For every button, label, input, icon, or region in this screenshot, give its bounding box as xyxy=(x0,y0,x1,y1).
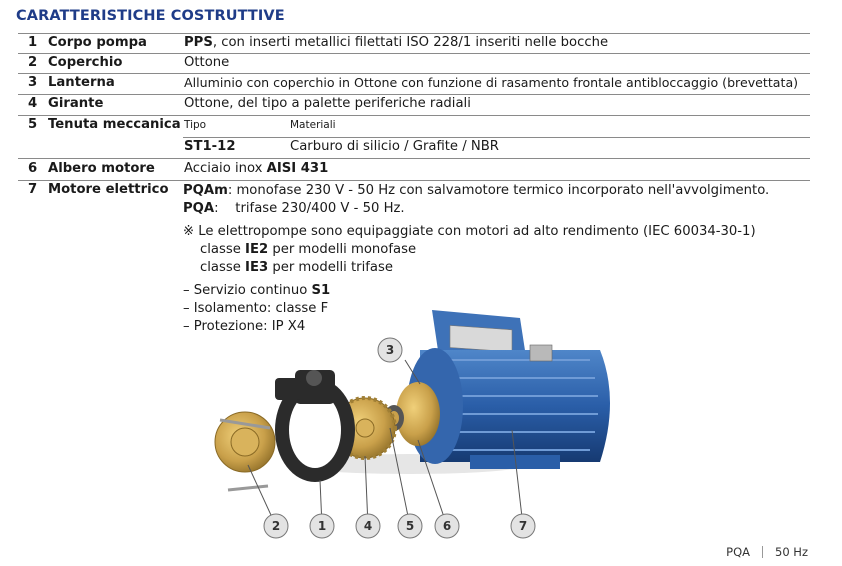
footer-separator xyxy=(762,546,763,558)
callout-1 xyxy=(310,514,334,538)
callout-6 xyxy=(435,514,459,538)
footer-model: PQA xyxy=(726,545,751,559)
callout-5 xyxy=(398,514,422,538)
table-rule xyxy=(18,73,810,74)
row-number: 4 xyxy=(28,96,38,111)
efficiency-note: ※ Le elettropompe sono equipaggiate con motori ad alto rendimento (IEC 60034-30-1) xyxy=(183,224,756,239)
table-rule xyxy=(18,33,810,34)
svg-text:4: 4 xyxy=(363,519,373,533)
table-rule xyxy=(18,158,810,159)
footer-frequency: 50 Hz xyxy=(775,545,808,559)
row-label: Coperchio xyxy=(48,55,123,70)
table-rule xyxy=(18,180,810,181)
motor-line-single-phase: PQAm: monofase 230 V - 50 Hz con salvamotore termico incorporato nell'avvolgimento. xyxy=(183,183,770,198)
pump-body xyxy=(275,370,355,482)
page-footer xyxy=(726,545,808,559)
row-number: 2 xyxy=(28,55,38,70)
brass-cover xyxy=(215,412,275,490)
row-number: 1 xyxy=(28,35,38,50)
row-value: Acciaio inox AISI 431 xyxy=(184,161,329,176)
row-label: Tenuta meccanica xyxy=(48,117,181,132)
svg-text:2: 2 xyxy=(271,519,281,533)
efficiency-class-ie2: classe IE2 per modelli monofase xyxy=(200,242,417,257)
row-value: Alluminio con coperchio in Ottone con funzione di rasamento frontale antibloccaggio (brevettata) xyxy=(184,75,799,90)
row-value: Ottone xyxy=(184,55,230,70)
seal-type-value: ST1-12 xyxy=(184,139,236,154)
row-label: Albero motore xyxy=(48,161,155,176)
table-rule xyxy=(18,115,810,116)
row-label: Girante xyxy=(48,96,104,111)
seal-type-header: Tipo xyxy=(184,119,207,131)
table-row xyxy=(18,117,810,157)
bullet-protection: – Protezione: IP X4 xyxy=(183,319,306,334)
row-number: 6 xyxy=(28,161,38,176)
callout-2 xyxy=(264,514,288,538)
callout-3 xyxy=(378,338,402,362)
svg-text:7: 7 xyxy=(518,519,528,533)
exploded-pump-illustration xyxy=(200,290,630,550)
svg-text:6: 6 xyxy=(442,519,452,533)
callout-7 xyxy=(511,514,535,538)
row-number: 3 xyxy=(28,75,38,90)
row-value: PPS, con inserti metallici filettati ISO 228/1 inseriti nelle bocche xyxy=(184,35,609,50)
bullet-insulation: – Isolamento: classe F xyxy=(183,301,329,316)
efficiency-class-ie3: classe IE3 per modelli trifase xyxy=(200,260,393,275)
table-rule xyxy=(18,53,810,54)
row-label: Motore elettrico xyxy=(48,182,169,197)
row-label: Corpo pompa xyxy=(48,35,147,50)
row-value: Ottone, del tipo a palette periferiche radiali xyxy=(184,96,471,111)
bullet-duty: – Servizio continuo S1 xyxy=(183,283,331,298)
svg-text:1: 1 xyxy=(317,519,327,533)
seal-materials-value: Carburo di silicio / Grafite / NBR xyxy=(290,139,499,154)
motor-line-three-phase: PQA: trifase 230/400 V - 50 Hz. xyxy=(183,201,405,216)
row-label: Lanterna xyxy=(48,75,115,90)
svg-text:3: 3 xyxy=(385,343,395,357)
section-title: CARATTERISTICHE COSTRUTTIVE xyxy=(16,8,285,24)
row-number: 7 xyxy=(28,182,38,197)
table-rule xyxy=(18,94,810,95)
callout-4 xyxy=(356,514,380,538)
row-number: 5 xyxy=(28,117,38,132)
svg-text:5: 5 xyxy=(405,519,415,533)
seal-materials-header: Materiali xyxy=(290,119,336,131)
